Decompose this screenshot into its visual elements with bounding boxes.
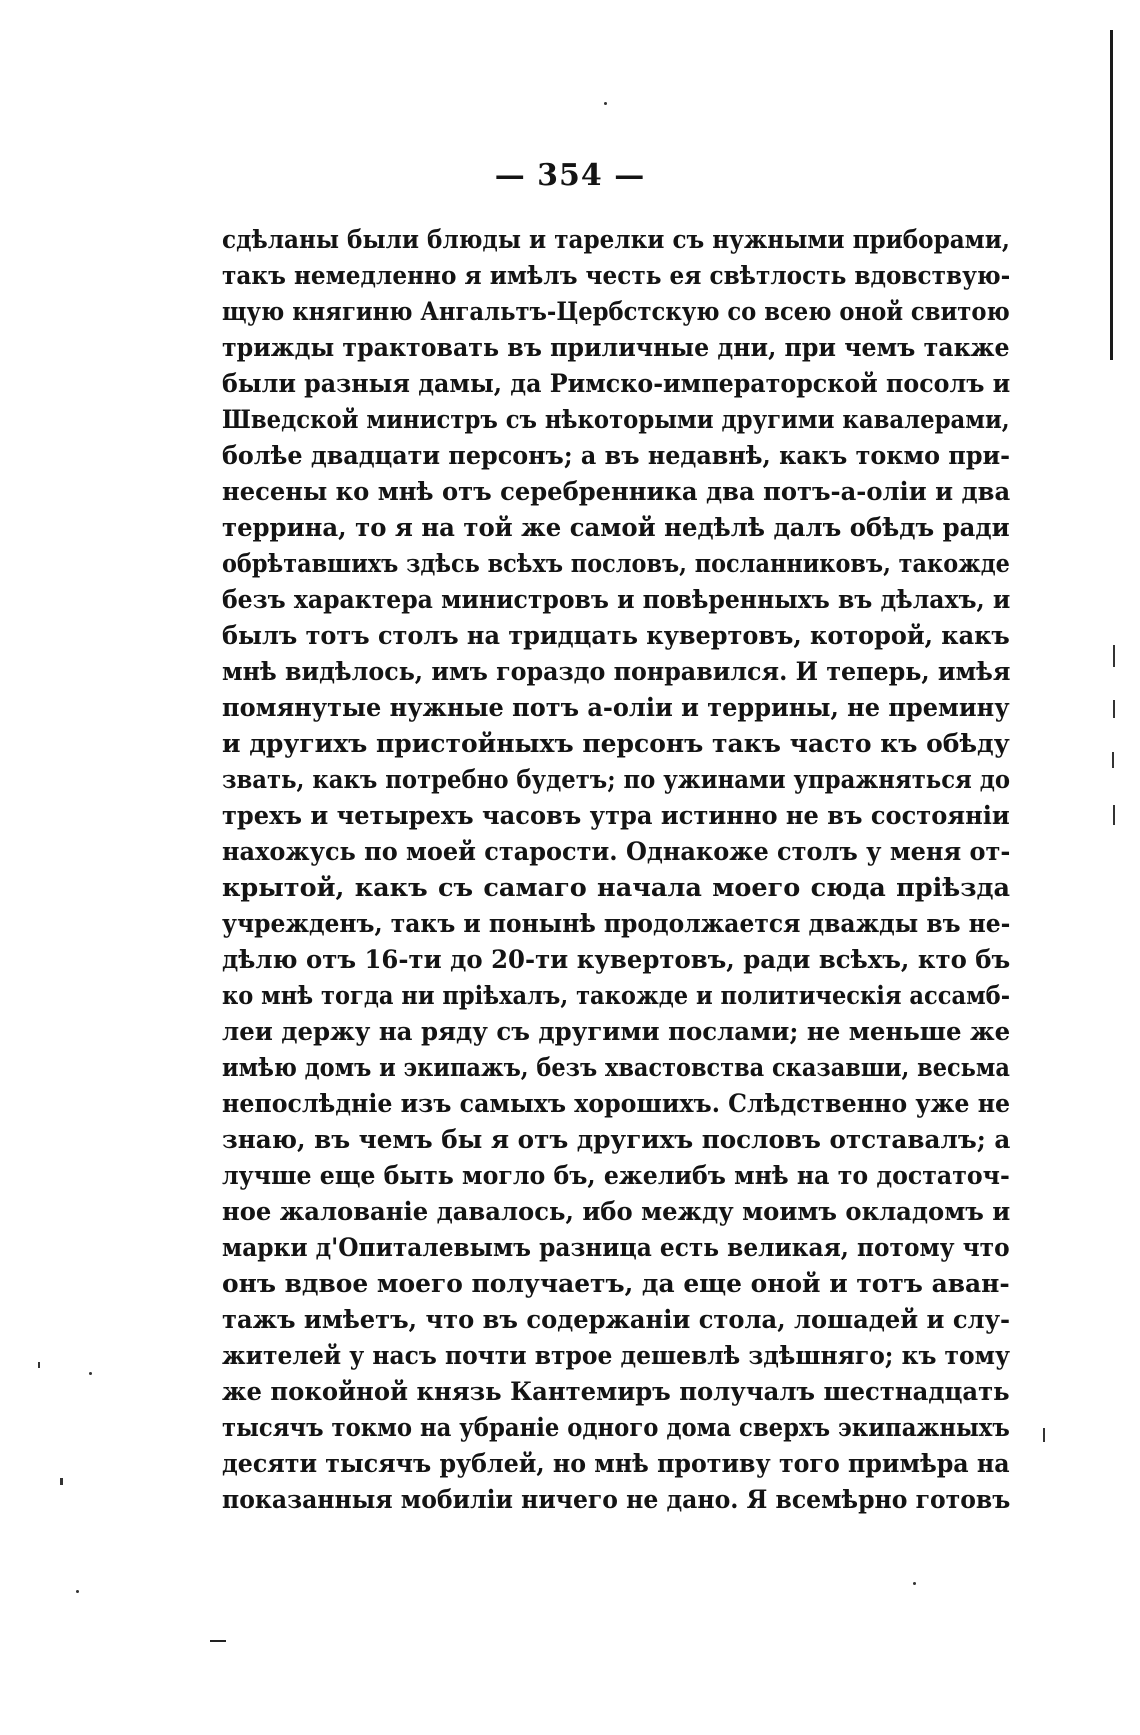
text-line: онъ вдвое моего получаетъ, да еще оной и тотъ аван- — [222, 1269, 1010, 1299]
scan-speck — [604, 102, 607, 105]
text-line: нахожусь по моей старости. Однакоже столъ у меня от- — [222, 837, 1010, 867]
text-line: обрѣтавшихъ здѣсь всѣхъ пословъ, посланниковъ, такожде — [222, 549, 1010, 579]
page-number: — 354 — — [494, 158, 646, 193]
text-line: щую княгиню Ангальтъ-Цербстскую со всею оной свитою — [222, 297, 1010, 327]
text-line: показанныя мобиліи ничего не дано. Я всемѣрно готовъ — [222, 1485, 1010, 1515]
scan-speck — [1112, 752, 1114, 768]
text-line: тысячъ токмо на убраніе одного дома сверхъ экипажныхъ — [222, 1413, 1010, 1443]
text-line: былъ тотъ столъ на тридцать кувертовъ, которой, какъ — [222, 621, 1010, 651]
scan-speck — [60, 1478, 63, 1485]
text-line: Шведской министръ съ нѣкоторыми другими кавалерами, — [222, 405, 1010, 435]
scan-speck — [89, 1372, 92, 1375]
scan-dash-mark — [210, 1640, 226, 1642]
text-line: же покойной князь Кантемиръ получалъ шестнадцать — [222, 1377, 1010, 1407]
text-line: и другихъ пристойныхъ персонъ такъ часто къ обѣду — [222, 729, 1010, 759]
text-line: дѣлю отъ 16-ти до 20-ти кувертовъ, ради всѣхъ, кто бъ — [222, 945, 1010, 975]
text-line: трижды трактовать въ приличные дни, при чемъ также — [222, 333, 1010, 363]
scan-speck — [76, 1590, 79, 1593]
text-line: имѣю домъ и экипажъ, безъ хвастовства сказавши, весьма — [222, 1053, 1010, 1083]
text-line: леи держу на ряду съ другими послами; не меньше же — [222, 1017, 1010, 1047]
page-edge-rule — [1110, 30, 1113, 360]
text-line: знаю, въ чемъ бы я отъ другихъ пословъ отставалъ; а — [222, 1125, 1010, 1155]
text-line: мнѣ видѣлось, имъ гораздо понравился. И теперь, имѣя — [222, 657, 1010, 687]
text-line: были разныя дамы, да Римско-императорской посолъ и — [222, 369, 1010, 399]
text-line: террина, то я на той же самой недѣлѣ далъ обѣдъ ради — [222, 513, 1010, 543]
scan-speck — [913, 1582, 916, 1585]
text-line: безъ характера министровъ и повѣренныхъ въ дѣлахъ, и — [222, 585, 1010, 615]
text-line: лучше еще быть могло бъ, ежелибъ мнѣ на то достаточ- — [222, 1161, 1010, 1191]
text-line: марки д'Опиталевымъ разница есть великая, потому что — [222, 1233, 1010, 1263]
scan-speck — [1113, 700, 1115, 718]
text-line: несены ко мнѣ отъ серебренника два потъ-а-оліи и два — [222, 477, 1010, 507]
text-body — [222, 222, 1010, 1518]
text-line: ко мнѣ тогда ни пріѣхалъ, такожде и политическія ассамб- — [222, 981, 1010, 1011]
scan-speck — [1043, 1428, 1045, 1442]
text-line: учрежденъ, такъ и понынѣ продолжается дважды въ не- — [222, 909, 1010, 939]
scan-speck — [1113, 645, 1115, 667]
text-line: болѣе двадцати персонъ; а въ недавнѣ, какъ токмо при- — [222, 441, 1010, 471]
text-line: десяти тысячъ рублей, но мнѣ противу того примѣра на — [222, 1449, 1010, 1479]
text-line: тажъ имѣетъ, что въ содержаніи стола, лошадей и слу- — [222, 1305, 1010, 1335]
text-line: жителей у насъ почти втрое дешевлѣ здѣшняго; къ тому — [222, 1341, 1010, 1371]
scan-speck — [1113, 805, 1115, 825]
text-line: сдѣланы были блюды и тарелки съ нужными приборами, — [222, 225, 1010, 255]
text-line: трехъ и четырехъ часовъ утра истинно не въ состояніи — [222, 801, 1010, 831]
text-line: непослѣдніе изъ самыхъ хорошихъ. Слѣдственно уже не — [222, 1089, 1010, 1119]
text-line: крытой, какъ съ самаго начала моего сюда пріѣзда — [222, 873, 1010, 903]
text-line: звать, какъ потребно будетъ; по ужинами упражняться до — [222, 765, 1010, 795]
text-line: помянутые нужные потъ а-оліи и террины, не премину — [222, 693, 1010, 723]
text-line: ное жалованіе давалось, ибо между моимъ окладомъ и — [222, 1197, 1010, 1227]
scan-speck — [38, 1362, 40, 1368]
text-line: такъ немедленно я имѣлъ честь ея свѣтлость вдовствую- — [222, 261, 1010, 291]
